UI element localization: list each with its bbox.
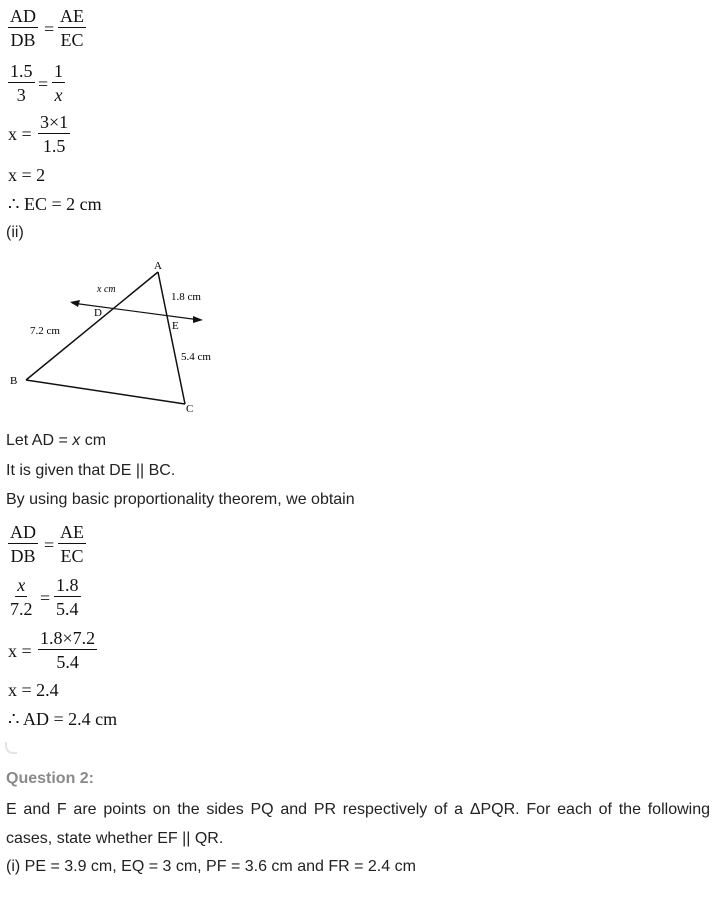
denominator: x <box>54 85 63 105</box>
equals-sign: = <box>44 535 55 555</box>
line-de <box>72 303 200 320</box>
denominator: 1.5 <box>42 136 66 156</box>
conclusion-ad: ∴ AD = 2.4 cm <box>8 709 118 729</box>
numerator: AD <box>10 522 36 542</box>
result-x: x = 2 <box>8 165 46 185</box>
vertex-b: B <box>10 375 18 387</box>
question-text: E and F are points on the sides PQ and PR respectively of a ΔPQR. For each of the following cases, state whether EF || QR. <box>6 801 710 847</box>
equals-sign: = <box>38 74 49 94</box>
conclusion-ec: ∴ EC = 2 cm <box>8 194 102 214</box>
let-unit: cm <box>80 432 107 449</box>
denominator: 5.4 <box>56 599 79 619</box>
numerator: 1.5 <box>10 61 33 81</box>
arrowhead-right <box>193 316 203 323</box>
denominator: 7.2 <box>10 599 33 619</box>
fraction-3x1-1.5 <box>38 112 70 156</box>
fraction-1.8x7.2-5.4 <box>38 628 97 672</box>
equation-lhs: x = <box>8 124 32 144</box>
denominator: DB <box>10 30 36 50</box>
equals-sign: = <box>40 588 51 608</box>
label-ec: 5.4 cm <box>181 351 211 363</box>
denominator: EC <box>60 546 84 566</box>
label-ae: 1.8 cm <box>171 291 201 303</box>
fraction-ad-db <box>8 6 38 50</box>
let-text: Let AD = <box>6 432 73 449</box>
triangle-figure <box>0 250 240 420</box>
question-heading: Question 2: <box>6 770 95 787</box>
numerator: 3×1 <box>40 112 69 132</box>
denominator: EC <box>60 30 84 50</box>
given-statement: It is given that DE || BC. <box>6 462 176 479</box>
label-db: 7.2 cm <box>30 325 60 337</box>
numerator: AE <box>60 522 84 542</box>
vertex-e: E <box>172 320 179 332</box>
question-case-i: (i) PE = 3.9 cm, EQ = 3 cm, PF = 3.6 cm and FR = 2.4 cm <box>6 858 416 875</box>
arrowhead-left <box>70 300 80 307</box>
fraction-1.8-5.4 <box>54 575 81 619</box>
denominator: 5.4 <box>56 652 79 672</box>
equals-sign: = <box>44 19 55 39</box>
equation-lhs: x = <box>8 641 32 661</box>
fraction-x-7.2 <box>8 575 35 619</box>
numerator: 1.8 <box>56 575 79 595</box>
side-bc <box>26 380 185 404</box>
fraction-ae-ec <box>58 522 86 566</box>
numerator: AD <box>10 6 36 26</box>
vertex-a: A <box>154 260 162 272</box>
let-statement <box>6 432 106 450</box>
numerator: 1.8×7.2 <box>40 628 96 648</box>
fraction-ae-ec <box>58 6 86 50</box>
label-ad: x cm <box>97 284 116 295</box>
part-ii-label: (ii) <box>6 224 24 241</box>
denominator: 3 <box>16 85 26 105</box>
fraction-1-x <box>52 61 65 105</box>
let-variable: x <box>72 432 81 449</box>
denominator: DB <box>10 546 36 566</box>
vertex-c: C <box>186 403 194 415</box>
fraction-1.5-3 <box>8 61 35 105</box>
numerator: AE <box>60 6 84 26</box>
faint-mark-icon <box>5 742 17 754</box>
vertex-d: D <box>94 307 102 319</box>
result-x: x = 2.4 <box>8 680 59 700</box>
numerator: 1 <box>54 61 63 81</box>
fraction-ad-db <box>8 522 38 566</box>
theorem-statement: By using basic proportionality theorem, we obtain <box>6 491 355 508</box>
numerator: x <box>17 575 26 595</box>
